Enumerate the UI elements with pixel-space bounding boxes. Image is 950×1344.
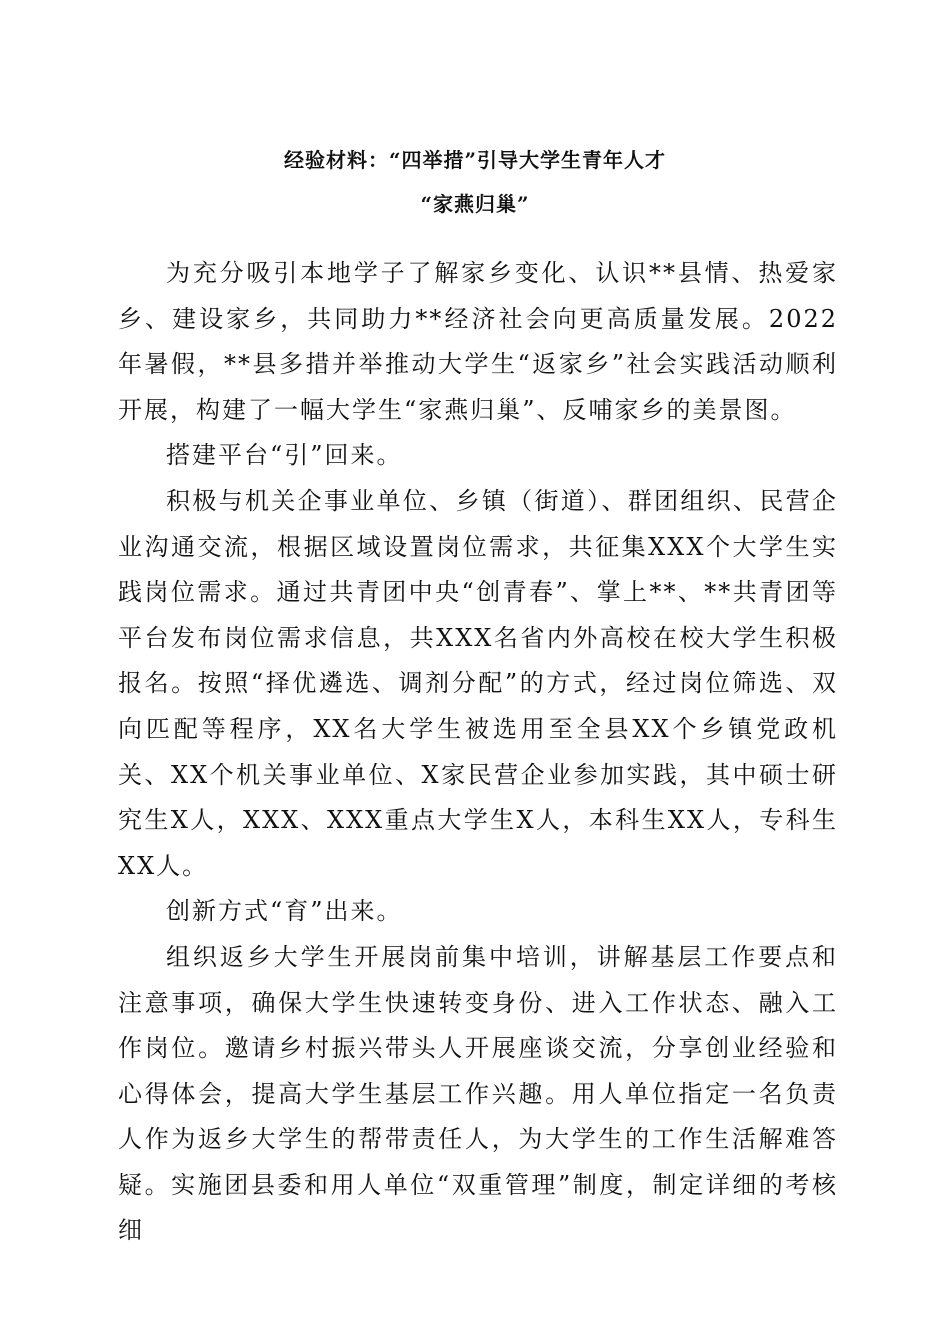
document-title-line-2: “家燕归巢” [420, 192, 530, 216]
paragraph-platform: 积极与机关企事业单位、乡镇（街道）、群团组织、民营企业沟通交流，根据区域设置岗位需求，共征集XXX个大学生实践岗位需求。通过共青团中央“创青春”、掌上**、**共青团等平台发布岗位需求信息，共XXX名省内外高校在校大学生积极报名。按照“择优遴选、调剂分配”的方式，经过岗位筛选、双向匹配等程序，XX名大学生被选用至全县XX个乡镇党政机关、XX个机关事业单位、X家民营企业参加实践，其中硕士研究生X人，XXX、XXX重点大学生X人，本科生XX人，专科生XX人。 [118, 486, 838, 880]
paragraph-intro: 为充分吸引本地学子了解家乡变化、认识**县情、热爱家乡、建设家乡，共同助力**经济社会向更高质量发展。2022年暑假，**县多措并举推动大学生“返家乡”社会实践活动顺利开展，构建了一幅大学生“家燕归巢”、反哺家乡的美景图。 [118, 259, 838, 424]
section-heading-innovation: 创新方式“育”出来。 [166, 897, 403, 926]
document-title-line-1: 经验材料：“四举措”引导大学生青年人才 [283, 148, 666, 172]
section-heading-platform: 搭建平台“引”回来。 [166, 441, 403, 470]
paragraph-innovation: 组织返乡大学生开展岗前集中培训，讲解基层工作要点和注意事项，确保大学生快速转变身份、进入工作状态、融入工作岗位。邀请乡村振兴带头人开展座谈交流，分享创业经验和心得体会，提高大学生基层工作兴趣。用人单位指定一名负责人作为返乡大学生的帮带责任人，为大学生的工作生活解难答疑。实施团县委和用人单位“双重管理”制度，制定详细的考核细 [118, 942, 838, 1245]
document-body [118, 251, 838, 1254]
